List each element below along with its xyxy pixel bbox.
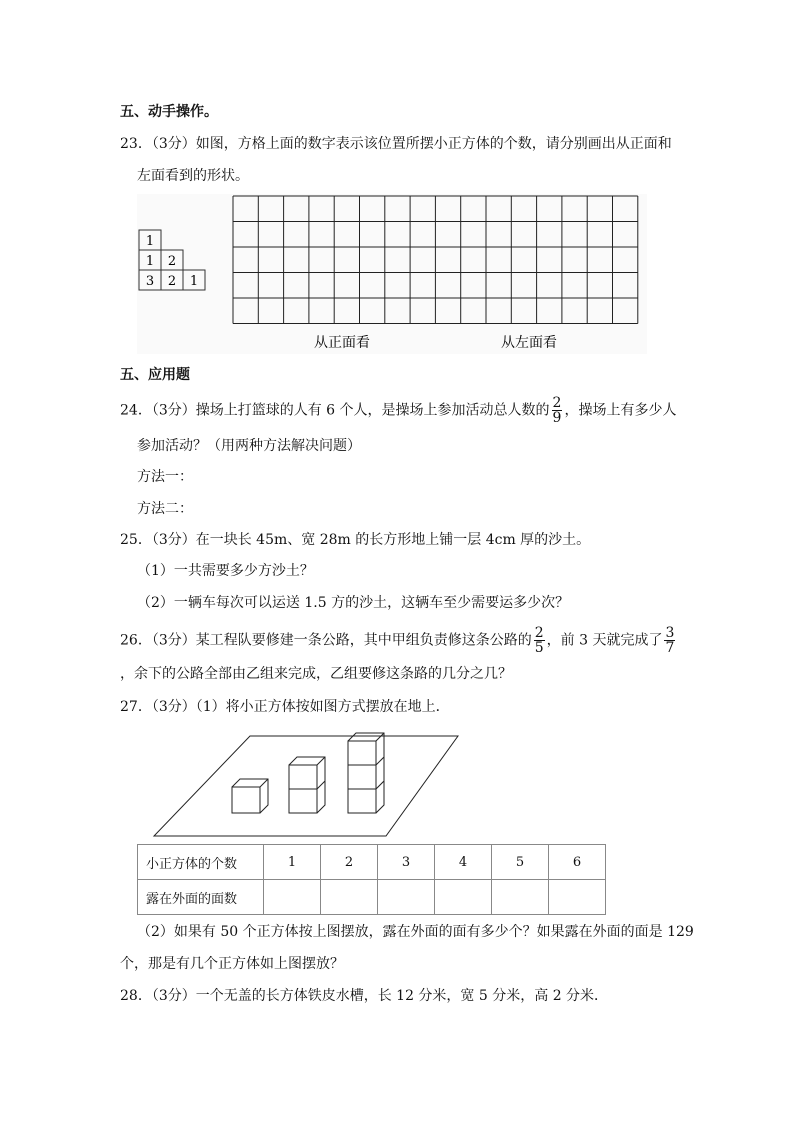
- table-cell: 1: [264, 845, 321, 880]
- fraction-numerator: 2: [534, 625, 544, 641]
- q24-method2: 方法二：: [137, 501, 193, 517]
- section-application-heading: 五、应用题: [120, 367, 190, 383]
- left-view-label: 从左面看: [501, 335, 557, 351]
- grid-cell-number: 1: [145, 234, 155, 249]
- q28-text-line1: 28．（3分）一个无盖的长方体铁皮水槽，长 12 分米，宽 5 分米，高 2 分米．: [120, 988, 609, 1004]
- q27-sub2-line2: 个，那是有几个正方体如上图摆放？: [120, 956, 344, 972]
- q25-sub2: （2）一辆车每次可以运送 1.5 方的沙土，这辆车至少需要运多少次？: [137, 595, 570, 611]
- table-cell: 3: [378, 845, 435, 880]
- fraction-denominator: 5: [534, 640, 544, 656]
- ground-plane: [154, 736, 458, 836]
- grid-cell-number: 1: [189, 274, 199, 289]
- cube-stack-2: [289, 757, 325, 813]
- fraction-numerator: 2: [552, 395, 562, 411]
- answer-cell[interactable]: [492, 880, 549, 915]
- q24-text-post: ，操场上有多少人: [564, 402, 677, 419]
- fraction-three-sevenths: [664, 626, 675, 655]
- q27-sub2-line1: （2）如果有 50 个正方体按上图摆放，露在外面的面有多少个？如果露在外面的面是 129: [137, 924, 694, 940]
- answer-cell[interactable]: [549, 880, 606, 915]
- fraction-two-ninths: [552, 396, 563, 425]
- q23-text-line2: 左面看到的形状。: [137, 168, 249, 184]
- answer-cell[interactable]: [321, 880, 378, 915]
- answer-cell[interactable]: [435, 880, 492, 915]
- grid-cell-number: 2: [167, 274, 177, 289]
- table-cell: 5: [492, 845, 549, 880]
- cube-face-table: [137, 844, 606, 915]
- q24-text-line1: [120, 396, 676, 425]
- section-hands-on-heading: 五、动手操作。: [120, 104, 218, 120]
- fraction-denominator: 9: [552, 410, 562, 426]
- fraction-numerator: 3: [665, 625, 675, 641]
- table-row: [138, 880, 606, 915]
- table-row-header: 露在外面的面数: [138, 880, 264, 915]
- fraction-two-fifths: [534, 626, 545, 655]
- q26-text-pre: 26．（3分）某工程队要修建一条公路，其中甲组负责修这条公路的: [120, 632, 532, 649]
- q26-text-mid: ，前 3 天就完成了: [546, 632, 663, 649]
- cube-arrangement-figure: [150, 724, 470, 842]
- q24-text-line2: 参加活动？（用两种方法解决问题）: [137, 438, 361, 454]
- grid-cell-number: 2: [167, 254, 177, 269]
- q23-figure: [137, 194, 649, 358]
- table-cell: 6: [549, 845, 606, 880]
- cube-stack-3: [348, 733, 384, 813]
- q25-sub1: （1）一共需要多少方沙土？: [137, 563, 314, 579]
- q26-text-line1: [120, 626, 677, 655]
- q23-text-line1: 23．（3分）如图，方格上面的数字表示该位置所摆小正方体的个数，请分别画出从正面和: [120, 136, 672, 152]
- table-row: [138, 845, 606, 880]
- table-row-header: 小正方体的个数: [138, 845, 264, 880]
- fraction-denominator: 7: [665, 640, 675, 656]
- answer-cell[interactable]: [264, 880, 321, 915]
- table-cell: 4: [435, 845, 492, 880]
- q25-text-line1: 25．（3分）在一块长 45m、宽 28m 的长方形地上铺一层 4cm 厚的沙土。: [120, 532, 591, 548]
- q24-method1: 方法一：: [137, 469, 193, 485]
- table-cell: 2: [321, 845, 378, 880]
- q24-text-pre: 24．（3分）操场上打篮球的人有 6 个人，是操场上参加活动总人数的: [120, 402, 550, 419]
- cube-stack-1: [232, 779, 268, 813]
- grid-cell-number: 3: [145, 274, 155, 289]
- q27-text-line1: 27．（3分）（1）将小正方体按如图方式摆放在地上．: [120, 699, 450, 715]
- q26-text-line2: ，余下的公路全部由乙组来完成，乙组要修这条路的几分之几？: [120, 666, 512, 682]
- answer-cell[interactable]: [378, 880, 435, 915]
- grid-cell-number: 1: [145, 254, 155, 269]
- front-view-label: 从正面看: [314, 335, 370, 351]
